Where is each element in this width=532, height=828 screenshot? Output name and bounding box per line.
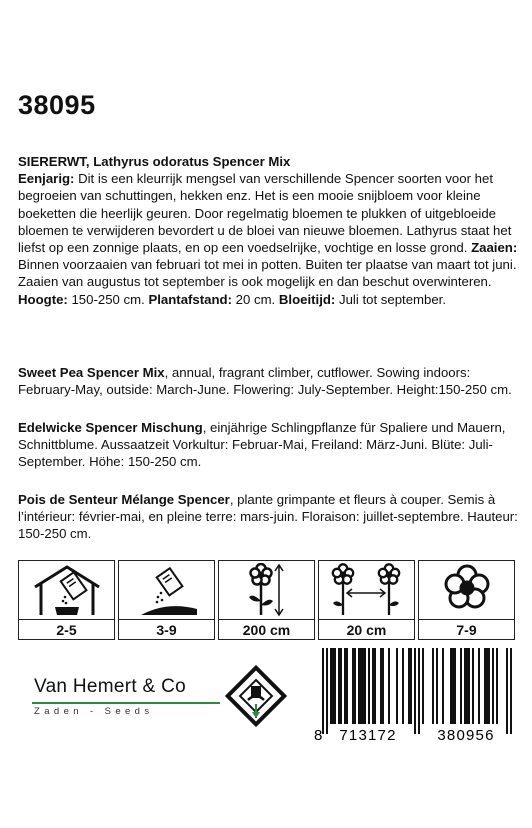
- icon-cell-greenhouse: [18, 560, 115, 640]
- outdoor-sowing-label: 3-9: [156, 621, 177, 638]
- barcode-bar: [468, 648, 470, 724]
- barcode-bar: [374, 648, 376, 724]
- brand-logo-icon: [222, 662, 290, 730]
- barcode-bar: [362, 648, 364, 724]
- french-text: , plante grimpante et fleurs à couper. Semis à l’intérieur: février-mai, en pleine terre: mars-juin. Floraison: juillet-septembre. Hauteur: 150-250 cm.: [18, 492, 518, 542]
- barcode-bar: [344, 648, 346, 724]
- spacing-text: 20 cm.: [231, 291, 276, 307]
- barcode-bar: [322, 648, 324, 734]
- barcode-bar: [472, 648, 474, 724]
- icon-cell-height: [218, 560, 315, 640]
- bloom-label: Bloeitijd:: [278, 291, 336, 307]
- barcode-bar: [414, 648, 416, 734]
- outdoor-sowing-icon: [127, 563, 207, 617]
- barcode-bar: [346, 648, 348, 724]
- barcode-bar: [396, 648, 398, 724]
- brand-tagline: Zaden - Seeds: [34, 706, 154, 717]
- plant-spacing-icon: [327, 563, 407, 617]
- barcode-bar: [332, 648, 334, 724]
- barcode-bar: [334, 648, 336, 724]
- barcode-bar: [496, 648, 498, 724]
- barcode-group-2: 380956: [437, 727, 495, 744]
- annual-label: Eenjarig:: [18, 171, 75, 187]
- bloom-text: Juli tot september.: [335, 291, 447, 307]
- barcode-lead-digit: 8: [314, 727, 323, 744]
- french-name: Pois de Senteur Mélange Spencer: [18, 492, 230, 507]
- dutch-title: SIERERWT, Lathyrus odoratus Spencer Mix: [18, 154, 291, 169]
- barcode-bar: [326, 648, 328, 734]
- barcode-bar: [354, 648, 356, 724]
- barcode-group-1: 713172: [339, 727, 397, 744]
- french-description: [18, 491, 518, 543]
- barcode-bar: [442, 648, 444, 724]
- barcode-bar: [436, 648, 438, 724]
- barcode-bar: [466, 648, 468, 724]
- barcode-bar: [432, 648, 434, 724]
- barcode-bar: [488, 648, 490, 724]
- height-text: 150-250 cm.: [67, 291, 145, 307]
- english-description: [18, 364, 518, 398]
- plant-height-icon: [227, 563, 307, 617]
- barcode-bar: [460, 648, 462, 724]
- barcode-bar: [464, 648, 466, 724]
- barcode-bar: [380, 648, 382, 724]
- greenhouse-sowing-label: 2-5: [56, 621, 77, 638]
- barcode-bar: [388, 648, 390, 724]
- english-text: , annual, fragrant climber, cutflower. Sowing indoors: February-May, outside: March-June. Flowering: July-September. Height:150-250 cm.: [18, 365, 512, 398]
- barcode-bar: [484, 648, 486, 724]
- flowering-label: 7-9: [456, 621, 477, 638]
- ean-barcode: [312, 648, 520, 744]
- spacing-label: Plantafstand:: [148, 291, 232, 307]
- barcode-bar: [450, 648, 452, 724]
- plant-height-label: 200 cm: [242, 621, 291, 638]
- barcode-bar: [372, 648, 374, 724]
- barcode-bar: [492, 648, 494, 724]
- cultivation-icons: [18, 560, 515, 640]
- barcode-bar: [352, 648, 354, 724]
- icon-cell-flowering: [418, 560, 515, 640]
- barcode-bar: [506, 648, 508, 734]
- sowing-text: Binnen voorzaaien van februari tot mei in potten. Buiten ter plaatse van maart tot juni. Zaaien van augustus tot september is ook mogelijk en dan beschut overwinteren.: [18, 257, 517, 290]
- barcode-bar: [486, 648, 488, 724]
- height-label: Hoogte:: [18, 291, 68, 307]
- barcode-bar: [382, 648, 384, 724]
- annual-text: Dit is een kleurrijk mengsel van verschillende Spencer soorten voor het begroeien van schuttingen, hekken enz. Het is een mooie snijbloem voor kleine boeketten die heerlijk geuren. Door regelmatig bloemen te plukken of uitgebloeide bloemen te verwijderen bevordert u de bloei van nieuwe bloemen. Lathyrus staat het liefst op een zonnige plaats, en op een voedselrijke, vochtige en losse grond.: [18, 171, 512, 256]
- barcode-bar: [422, 648, 424, 724]
- german-text: , einjährige Schlingpflanze für Spaliere und Mauern, Schnittblume. Aussaatzeit Vorkultur: Februar-Mai, Freiland: März-Juni. Blüte: Juli-September. Höhe: 150-250 cm.: [18, 420, 506, 470]
- greenhouse-sowing-icon: [27, 563, 107, 617]
- icon-cell-spacing: [318, 560, 415, 640]
- brand-divider: [32, 702, 220, 704]
- barcode-bar: [510, 648, 512, 734]
- barcode-bar: [452, 648, 454, 724]
- barcode-bar: [402, 648, 404, 724]
- sowing-label: Zaaien:: [471, 240, 518, 256]
- brand-name: Van Hemert & Co: [34, 676, 186, 697]
- barcode-bar: [340, 648, 342, 724]
- german-name: Edelwicke Spencer Mischung: [18, 420, 203, 435]
- icon-cell-outdoor: [118, 560, 215, 640]
- plant-spacing-label: 20 cm: [346, 621, 387, 638]
- article-number: 38095: [18, 90, 96, 120]
- dutch-description: [18, 153, 518, 308]
- german-description: [18, 419, 518, 471]
- barcode-bar: [418, 648, 420, 734]
- barcode-bar: [330, 648, 332, 724]
- barcode-bar: [410, 648, 412, 724]
- barcode-bar: [478, 648, 480, 724]
- barcode-bar: [360, 648, 362, 724]
- barcode-bar: [364, 648, 366, 724]
- barcode-bar: [454, 648, 456, 724]
- barcode-bar: [358, 648, 360, 724]
- barcode-bar: [408, 648, 410, 724]
- barcode-bar: [368, 648, 370, 724]
- english-name: Sweet Pea Spencer Mix: [18, 365, 165, 380]
- barcode-bar: [338, 648, 340, 724]
- flowering-icon: [427, 563, 507, 617]
